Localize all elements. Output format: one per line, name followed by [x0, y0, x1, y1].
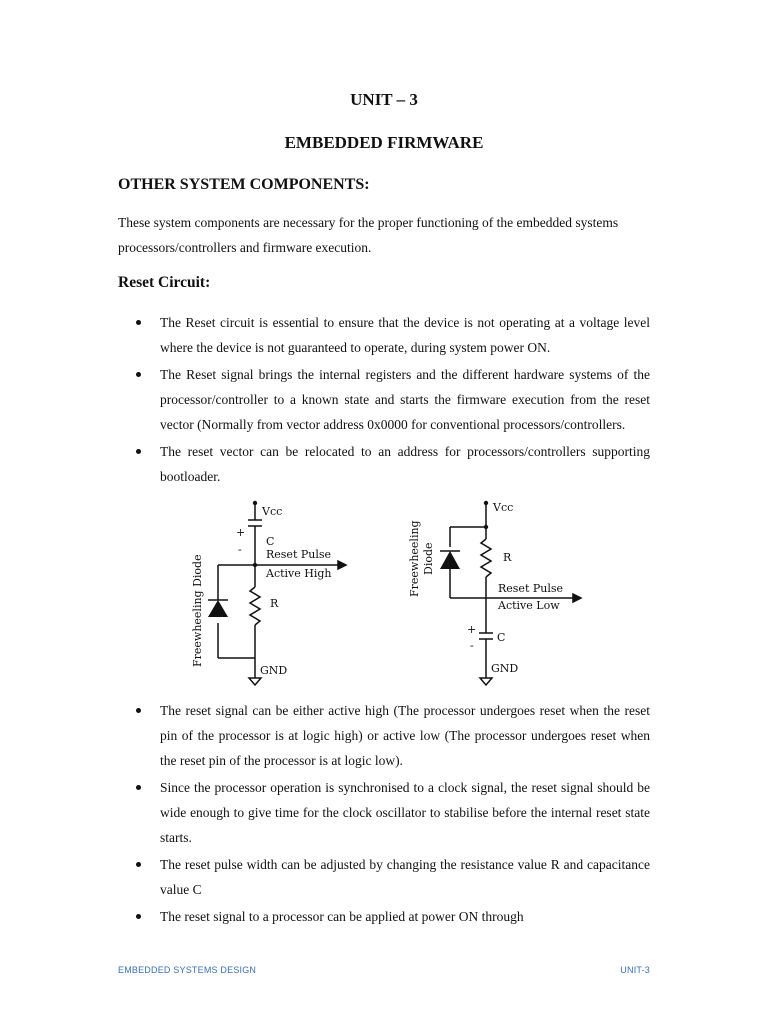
freewheeling-diode-symbol-left — [208, 600, 228, 617]
reset-circuit-diagram — [170, 495, 600, 695]
capacitor-label-right: C — [497, 631, 506, 644]
footer-unit-label: UNIT-3 — [620, 965, 650, 975]
diode-label-right-line2: Diode — [422, 542, 435, 575]
reset-pulse-label-left: Reset Pulse — [266, 548, 332, 561]
bullet-icon — [136, 320, 141, 325]
list-item-text: The reset signal to a processor can be applied at power ON through — [160, 909, 524, 924]
plus-label-right: + — [467, 623, 477, 636]
diode-label-right-line1: Freewheeling — [408, 520, 421, 597]
intro-paragraph: These system components are necessary for the proper functioning of the embedded systems processors/controllers and firmware execution. — [118, 215, 619, 255]
list-item — [118, 904, 650, 929]
minus-label-right: - — [470, 639, 474, 652]
list-item — [118, 362, 650, 437]
section-heading: OTHER SYSTEM COMPONENTS: — [118, 176, 370, 193]
junction-node-left — [253, 563, 257, 567]
capacitor-label-left: C — [266, 535, 275, 548]
list-item-text: The reset vector can be relocated to an address for processors/controllers supporting bootloader. — [160, 444, 650, 484]
vcc-label-left: Vcc — [262, 505, 283, 518]
page-title: EMBEDDED FIRMWARE — [284, 133, 484, 152]
list-item — [118, 439, 650, 489]
resistor-label-right: R — [503, 551, 512, 564]
bullet-icon — [136, 449, 141, 454]
list-item — [118, 698, 650, 773]
vcc-node-right — [484, 501, 488, 505]
list-item-text: Since the processor operation is synchronised to a clock signal, the reset signal should be wide enough to give time for the clock oscillator to stabilise before the internal reset state starts. — [160, 780, 650, 845]
list-item-text: The Reset signal brings the internal registers and the different hardware systems of the processor/controller to a known state and starts the firmware execution from the reset vector (Normally from vector address 0x0000 for conventional processors/controllers. — [160, 367, 650, 432]
bullet-icon — [136, 708, 141, 713]
minus-label-left: - — [238, 543, 242, 556]
freewheeling-diode-symbol-right — [440, 551, 460, 569]
list-item — [118, 852, 650, 902]
list-item-text: The Reset circuit is essential to ensure that the device is not operating at a voltage level where the device is not guaranteed to operate, during system power ON. — [160, 315, 650, 355]
list-item — [118, 310, 650, 360]
active-low-label: Active Low — [498, 599, 560, 612]
vcc-label-right: Vcc — [493, 501, 514, 514]
bullet-list-top — [118, 310, 650, 491]
footer-course-title: EMBEDDED SYSTEMS DESIGN — [118, 965, 257, 975]
bullet-icon — [136, 914, 141, 919]
reset-circuit-heading: Reset Circuit: — [118, 274, 211, 291]
gnd-label-left: GND — [260, 664, 288, 677]
gnd-label-right: GND — [491, 662, 519, 675]
diode-label-left: Freewheeling Diode — [191, 554, 204, 667]
reset-pulse-label-right: Reset Pulse — [498, 582, 564, 595]
junction-node-right — [484, 525, 488, 529]
bullet-icon — [136, 785, 141, 790]
unit-heading: UNIT – 3 — [350, 90, 418, 109]
resistor-label-left: R — [270, 597, 279, 610]
vcc-node-left — [253, 501, 257, 505]
list-item — [118, 775, 650, 850]
list-item-text: The reset pulse width can be adjusted by changing the resistance value R and capacitance value C — [160, 857, 650, 897]
bullet-icon — [136, 862, 141, 867]
bullet-list-bottom — [118, 698, 650, 931]
list-item-text: The reset signal can be either active high (The processor undergoes reset when the reset pin of the processor is at logic high) or active low (The processor undergoes reset when the reset pin of the processor is at logic low). — [160, 703, 650, 768]
plus-label-left: + — [236, 526, 246, 539]
active-high-label: Active High — [266, 567, 332, 580]
bullet-icon — [136, 372, 141, 377]
